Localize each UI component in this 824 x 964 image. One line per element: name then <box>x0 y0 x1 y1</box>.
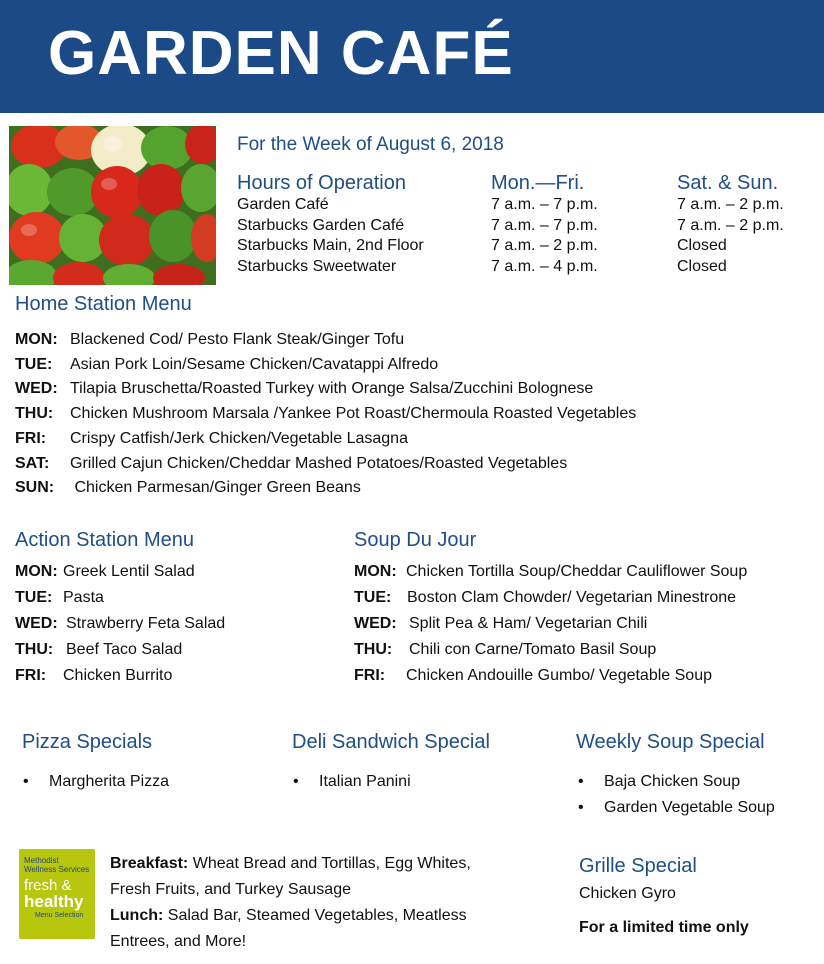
list-item <box>15 355 438 375</box>
day-label: WED: <box>354 615 397 632</box>
list-item <box>15 614 225 634</box>
menu-text: Asian Pork Loin/Sesame Chicken/Cavatappi Alfredo <box>70 356 439 373</box>
menu-text: Crispy Catfish/Jerk Chicken/Vegetable Lasagna <box>70 430 408 447</box>
hours-row-weekday: 7 a.m. – 4 p.m. <box>491 258 598 275</box>
list-item: • Margherita Pizza <box>49 772 169 792</box>
action-station-heading: Action Station Menu <box>15 529 194 551</box>
list-item: • Baja Chicken Soup <box>604 772 740 792</box>
hours-row-weekend: Closed <box>677 237 727 254</box>
list-item <box>354 614 647 634</box>
breakfast-line <box>110 854 471 874</box>
hours-weekday-heading: Mon.—Fri. <box>491 172 585 194</box>
menu-text: Chicken Tortilla Soup/Cheddar Cauliflower Soup <box>406 563 748 580</box>
lunch-label: Lunch: <box>110 907 164 924</box>
list-item <box>15 666 172 686</box>
logo-text: Methodist <box>24 856 59 865</box>
menu-text: Grilled Cajun Chicken/Cheddar Mashed Potatoes/Roasted Vegetables <box>70 455 568 472</box>
list-item: • Garden Vegetable Soup <box>604 798 775 818</box>
logo-text: Menu Selection <box>35 912 84 919</box>
list-item <box>354 588 736 608</box>
list-item <box>15 454 567 474</box>
lunch-text: Salad Bar, Steamed Vegetables, Meatless <box>163 907 467 924</box>
logo-text: healthy <box>24 892 84 911</box>
hours-row-name: Starbucks Sweetwater <box>237 258 397 275</box>
day-label: FRI: <box>15 430 47 447</box>
menu-text: Strawberry Feta Salad <box>66 615 226 632</box>
day-label: TUE: <box>15 356 53 373</box>
day-label: TUE: <box>354 589 392 606</box>
lunch-line <box>110 906 467 926</box>
day-label: MON: <box>15 563 58 580</box>
menu-text: Boston Clam Chowder/ Vegetarian Minestrone <box>407 589 737 606</box>
logo-text: Wellness Services <box>24 865 90 874</box>
day-label: FRI: <box>15 667 47 684</box>
hours-weekend-heading: Sat. & Sun. <box>677 172 779 194</box>
deli-heading: Deli Sandwich Special <box>292 731 490 753</box>
home-station-heading: Home Station Menu <box>15 293 192 315</box>
hours-row-name: Starbucks Main, 2nd Floor <box>237 237 424 254</box>
pizza-heading: Pizza Specials <box>22 731 153 753</box>
hours-row-weekday: 7 a.m. – 7 p.m. <box>491 217 598 234</box>
day-label: SAT: <box>15 455 50 472</box>
breakfast-text: Wheat Bread and Tortillas, Egg Whites, <box>188 855 471 872</box>
menu-text: Tilapia Bruschetta/Roasted Turkey with Orange Salsa/Zucchini Bolognese <box>70 380 594 397</box>
hours-row-name: Starbucks Garden Café <box>237 217 405 234</box>
day-label: THU: <box>354 641 393 658</box>
lunch-text-2: Entrees, and More! <box>110 933 247 950</box>
menu-text: Chili con Carne/Tomato Basil Soup <box>409 641 657 658</box>
wellness-logo <box>19 849 95 939</box>
list-item <box>354 640 656 660</box>
list-item <box>15 640 182 660</box>
breakfast-text-2: Fresh Fruits, and Turkey Sausage <box>110 881 351 898</box>
hours-row-weekend: Closed <box>677 258 727 275</box>
page-title: GARDEN CAFÉ <box>48 19 514 88</box>
list-item <box>15 478 361 498</box>
grille-heading: Grille Special <box>579 855 697 877</box>
day-label: THU: <box>15 641 54 658</box>
day-label: TUE: <box>15 589 53 606</box>
grille-note: For a limited time only <box>579 919 749 936</box>
day-label: WED: <box>15 380 58 397</box>
soup-du-jour-heading: Soup Du Jour <box>354 529 477 551</box>
menu-text: Blackened Cod/ Pesto Flank Steak/Ginger Tofu <box>70 331 405 348</box>
hours-row-name: Garden Café <box>237 196 329 213</box>
day-label: THU: <box>15 405 54 422</box>
list-item <box>15 562 195 582</box>
hours-row-weekday: 7 a.m. – 2 p.m. <box>491 237 598 254</box>
menu-text: Chicken Mushroom Marsala /Yankee Pot Roast/Chermoula Roasted Vegetables <box>70 405 637 422</box>
menu-text: Chicken Andouille Gumbo/ Vegetable Soup <box>406 667 712 684</box>
logo-text: fresh & <box>24 877 72 894</box>
menu-text: Chicken Burrito <box>63 667 173 684</box>
hours-row-weekday: 7 a.m. – 7 p.m. <box>491 196 598 213</box>
hours-row-weekend: 7 a.m. – 2 p.m. <box>677 217 784 234</box>
menu-text: Beef Taco Salad <box>66 641 183 658</box>
day-label: FRI: <box>354 667 386 684</box>
day-label: WED: <box>15 615 58 632</box>
menu-text: Pasta <box>63 589 104 606</box>
list-item <box>15 429 408 449</box>
hours-row-weekend: 7 a.m. – 2 p.m. <box>677 196 784 213</box>
list-item <box>15 588 104 608</box>
list-item <box>354 666 712 686</box>
day-label: MON: <box>354 563 397 580</box>
day-label: SUN: <box>15 479 55 496</box>
grille-item: Chicken Gyro <box>579 885 676 902</box>
menu-text: Chicken Parmesan/Ginger Green Beans <box>70 479 361 496</box>
list-item <box>354 562 747 582</box>
peppers-photo <box>9 126 216 285</box>
menu-text: Split Pea & Ham/ Vegetarian Chili <box>409 615 648 632</box>
list-item <box>15 379 593 399</box>
list-item <box>15 404 636 424</box>
breakfast-label: Breakfast: <box>110 855 189 872</box>
list-item <box>15 330 404 350</box>
day-label: MON: <box>15 331 58 348</box>
week-of-label: For the Week of August 6, 2018 <box>237 134 504 155</box>
weekly-soup-heading: Weekly Soup Special <box>576 731 765 753</box>
list-item: • Italian Panini <box>319 772 411 792</box>
menu-text: Greek Lentil Salad <box>63 563 195 580</box>
hours-heading: Hours of Operation <box>237 172 406 194</box>
